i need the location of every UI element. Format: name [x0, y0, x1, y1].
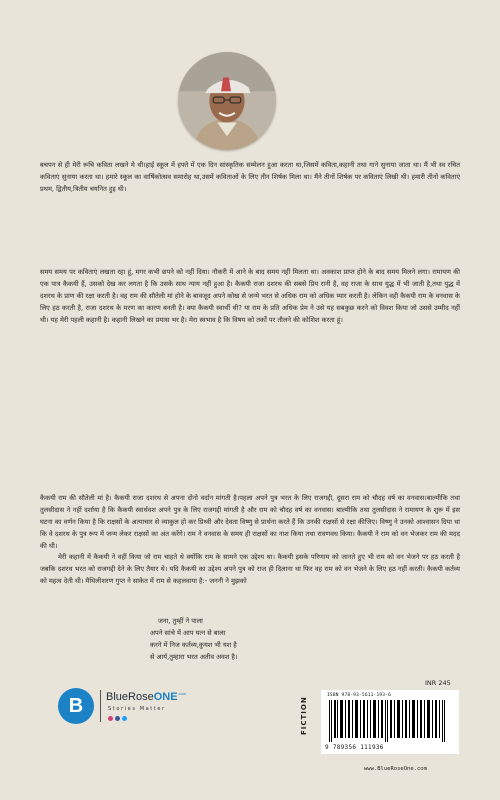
- price-label: INR 245: [425, 679, 451, 687]
- barcode-icon: [327, 700, 453, 742]
- twitter-icon: [122, 716, 127, 721]
- publisher-website: www.BlueRoseOne.com: [364, 766, 427, 772]
- synopsis-paragraph-2: मेरी कहानी में कैकयी ने वहीं किया जो राम चाहते थे क्योंकि राम के सामने एक उद्देश्य था। कैकयी इसके परिणाम को जानते हुए भी राम को वन भेजने पर हठ करती है जबकि दशरथ भरत को राजगद्दी देने के लिए तैयार थे। यदि कैकयी का उद्देश्य अपने पुत्र को राज ही दिलाना था फिर वह राम को वन भेजने के लिए हठ नहीं करती। कैकयी कर्तव्य को महत्व देती थी। मैथिलीशरण गुप्त ने साकेत में राम से कहलवाया है:- जननी ने मुझको: [40, 553, 460, 585]
- author-photo: [178, 52, 276, 150]
- social-icons: [108, 716, 127, 721]
- logo-letter: B: [68, 694, 84, 717]
- publisher-name-suffix: .com: [177, 691, 187, 696]
- facebook-icon: [115, 716, 120, 721]
- publisher-tagline: Stories Matter: [108, 706, 166, 712]
- synopsis-paragraph-1: कैकयी राम की सौतेली मां है। कैकयी राजा दशरथ से अपना दोनो वर्दान मांगती है।पहला अपने पुत्र भरत के लिए राजगद्दी, दूसरा राम को चौदह वर्ष का वनवास।बाल्मीकि तथा तुलसीदास ने नहीं दर्शाया है कि कैकयी स्वार्थवश अपने पुत्र के लिए राजगद्दी मांगती है और राम को चौदह वर्ष का वनवास। बाल्मीकि तथा तुलसीदास ने रामायण के शुरू में इस घटना का वर्णन किया है कि राक्षसों के अत्याचार से व्याकुल हो कर प्रिथ्वी और देवता विष्णु से प्रार्थना करते हैं कि उनकी राक्षसों से रक्षा कीजिए। विष्णु ने उनको आश्वासन दिया था कि वे दशरथ के पुत्र रूप में जन्म लेकर राक्षसों का अंत करेंगे। राम ने वनवास के समय ही राक्षसों का नाश किया तथा रावणवध किया। कैकयी ने राम को वन भेजकर राम की मदद की थी।: [40, 494, 460, 550]
- isbn-digits: 9 789356 111936: [325, 744, 384, 751]
- poem-line: करने में निज कर्तव्य,कुयश भी यश है: [150, 641, 237, 649]
- publisher-name: [106, 691, 186, 703]
- isbn-barcode: [321, 690, 459, 754]
- poem-quote: [40, 615, 460, 663]
- author-bio-paragraph-1: बचपन से ही मेरी रूचि कविता लखने मे थी।हाई स्कूल में हफ्ते में एक दिन सांस्कृतिक सम्मेलन हुआ करता था,जिसमें कविता,कहानी तथा गाने सुनाया जाता था। मैं भी स्व रचित कविताएं सुनाया करता था। हमारे स्कूल का वार्षिकोत्सव समारोह था,उसमें कविताओं के लिए तीन शिर्षक मिला था। मैंने तीनों शिर्षक पर कविताएं लिखी थी। हमारी तीनों कविताएं प्रथम, द्वितीय,त्रितीय चयनित हुइ थी।: [40, 161, 460, 193]
- genre-label: FICTION: [300, 696, 308, 735]
- author-portrait-image: [178, 52, 276, 150]
- logo-divider: [100, 690, 101, 722]
- author-bio-paragraph-2: समय समय पर कविताएं लखता रहा हूं, मगर कभी छपने को नहीं दिया। नौकरी में आने के बाद समय नहीं मिलता था। अवकाश प्राप्त होने के बाद समय मिलने लगा। रामायण की एक पात्र कैकयी हैं, उसको देख कर लगता है कि उसके साथ न्याय नहीं हुआ है। कैकयी राजा दशरथ की सबसे प्रिय रानी है, वह राजा के साथ युद्ध में भी जाती है,तथा युद्ध में दशरथ के प्राण की रक्षा करती है। वह राम की सौतेली मां होने के बावजूद अपने कोख से जन्मे भरत से अधिक राम को अधिक प्यार करती है। लेकिन वही कैकयी राम के वनवास के लिए हठ करती है, राजा दशरथ के मरण का कारण बनती है। क्या कैकयी स्वार्थी थी? या राम के प्रति अधिक प्रेम ने उसे यह सबकुछ करने को विवश किया जो उससे उम्मीद नहीं थी। यह मेरी पहली कहानी है। कहानी लिखने का प्रयास भर है। मेरा स्वभाव है कि विषय को तर्कों पर तौलने की कोशिश करता हूं।: [40, 268, 460, 324]
- poem-line: अपने सांचे में आप यत्न से बाला: [150, 629, 226, 637]
- poem-line: जना, तुम्हीं ने पाला: [158, 617, 203, 625]
- isbn-text: ISBN 978-93-5611-193-6: [327, 693, 392, 698]
- publisher-name-main: BlueRose: [106, 691, 154, 703]
- instagram-icon: [108, 716, 113, 721]
- poem-line: से आर्य,तुम्हारा भरत अतीव अवश है।: [150, 653, 238, 661]
- publisher-name-one: ONE: [153, 691, 178, 703]
- bluerose-logo-icon: [58, 688, 94, 724]
